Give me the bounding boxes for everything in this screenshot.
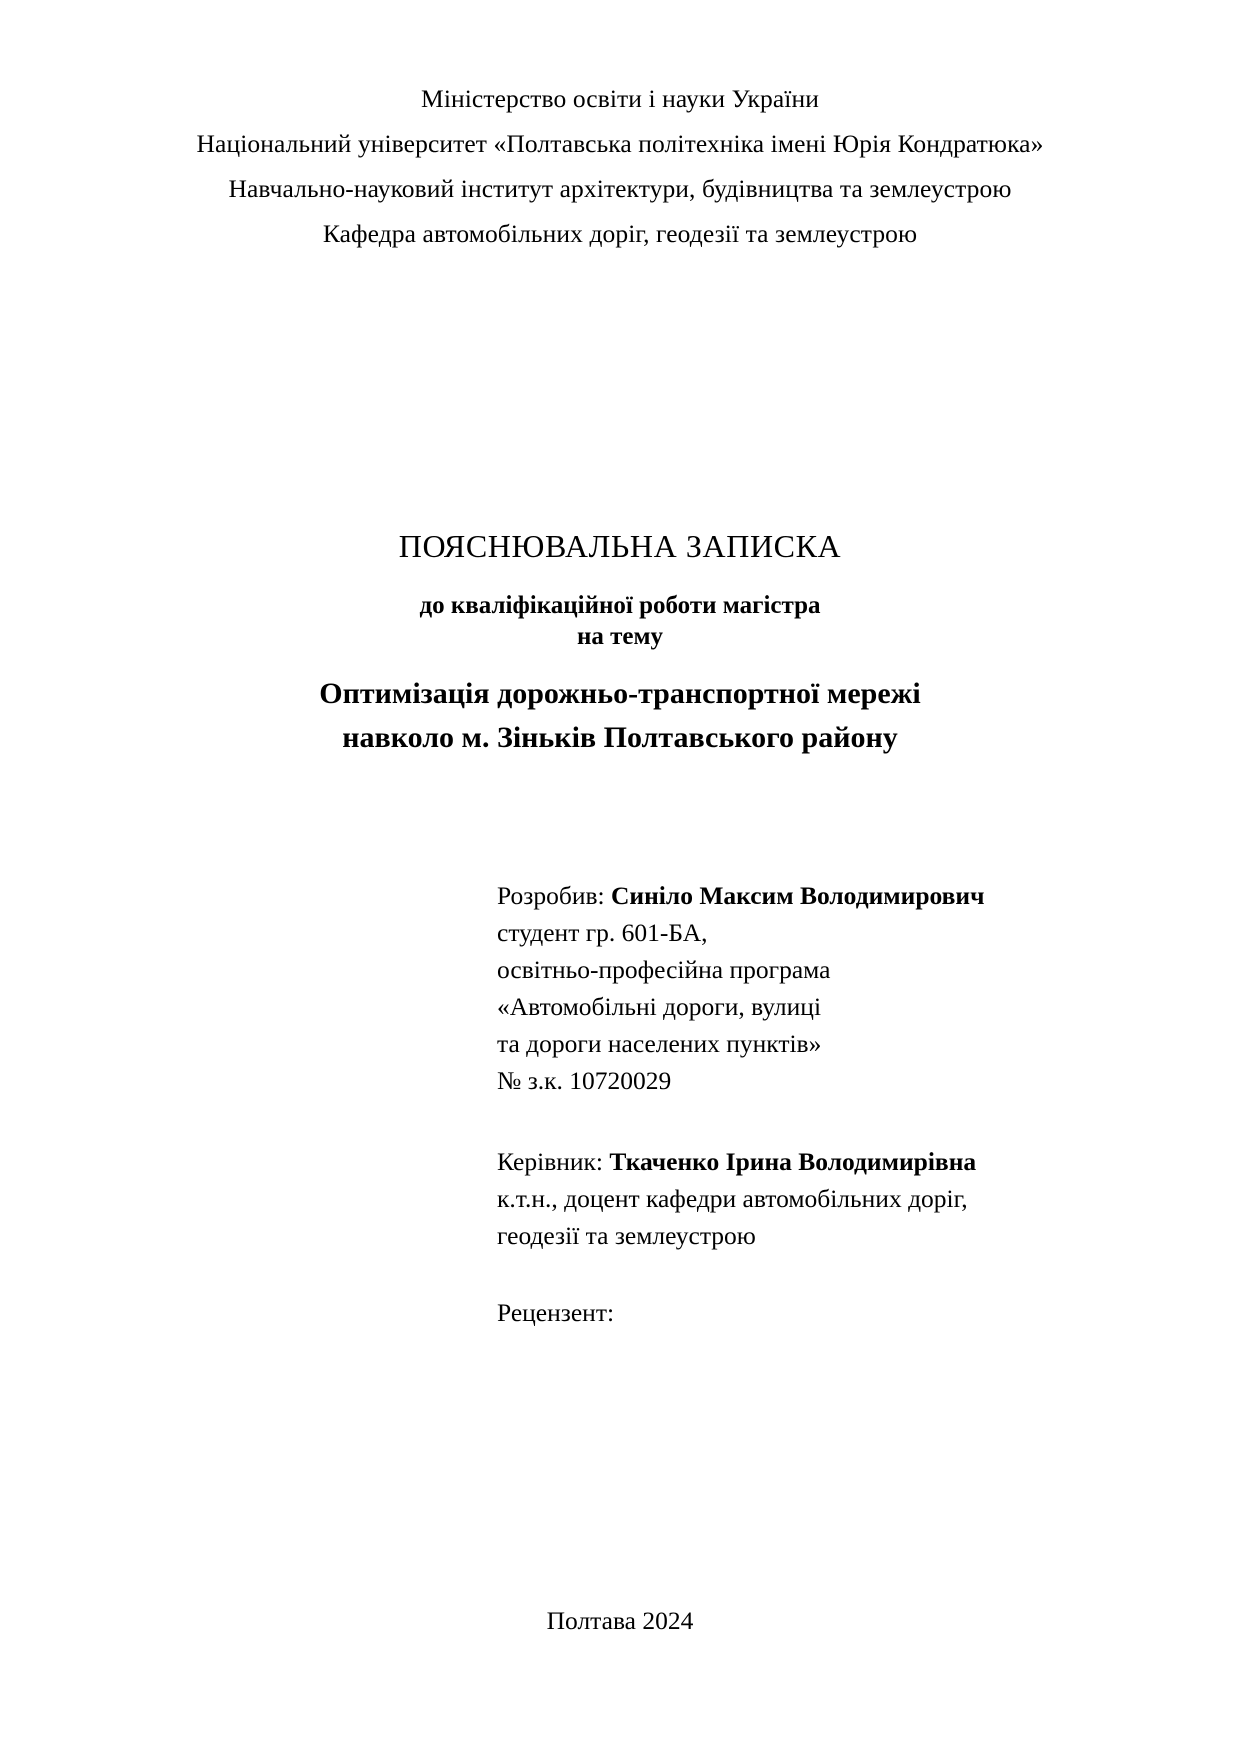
author-program-line-2: та дороги населених пунктів» <box>497 1029 822 1058</box>
author-program-line-1: «Автомобільні дороги, вулиці <box>497 992 822 1021</box>
spacer-author-supervisor <box>497 1099 1137 1143</box>
author-program-label: освітньо-професійна програма <box>497 955 831 984</box>
supervisor-name: Ткаченко Ірина Володимирівна <box>609 1147 977 1176</box>
supervisor-role-and-name <box>497 1143 1137 1180</box>
department-line: Кафедра автомобільних доріг, геодезії та землеустрою <box>322 219 918 248</box>
title-block <box>120 524 1120 760</box>
supervisor-position-line-1: к.т.н., доцент кафедри автомобільних доріг, <box>497 1184 968 1213</box>
ministry-line: Міністерство освіти і науки України <box>421 84 819 113</box>
institute-line: Навчально-науковий інститут архітектури, будівництва та землеустрою <box>228 174 1012 203</box>
footer-block <box>120 1604 1120 1638</box>
author-role-label: Розробив: <box>497 881 605 910</box>
author-role-and-name <box>497 877 1137 914</box>
reviewer-role-and-name <box>497 1294 1137 1331</box>
thesis-topic-line-1: Оптимізація дорожньо-транспортної мережі <box>319 677 921 710</box>
thesis-topic-line-2: навколо м. Зіньків Полтавського району <box>342 721 898 754</box>
supervisor-position-line-2: геодезії та землеустрою <box>497 1221 756 1250</box>
reviewer-role-label: Рецензент: <box>497 1298 615 1327</box>
place-and-year: Полтава 2024 <box>546 1606 694 1635</box>
people-block <box>497 877 1137 1331</box>
reviewer-group <box>497 1294 1137 1331</box>
author-group <box>497 877 1137 1099</box>
supervisor-role-label: Керівник: <box>497 1147 603 1176</box>
institution-header <box>110 76 1130 256</box>
author-group-line: студент гр. 601-БА, <box>497 918 708 947</box>
spacer-supervisor-reviewer <box>497 1254 1137 1294</box>
author-record-book: № з.к. 10720029 <box>497 1066 672 1095</box>
university-line: Національний університет «Полтавська політехніка імені Юрія Кондратюка» <box>196 129 1044 158</box>
on-topic-subtitle: на тему <box>576 623 664 650</box>
qualification-subtitle: до кваліфікаційної роботи магістра <box>419 592 821 619</box>
author-name: Синіло Максим Володимирович <box>611 881 985 910</box>
document-type-heading: ПОЯСНЮВАЛЬНА ЗАПИСКА <box>398 528 842 564</box>
supervisor-group <box>497 1143 1137 1254</box>
